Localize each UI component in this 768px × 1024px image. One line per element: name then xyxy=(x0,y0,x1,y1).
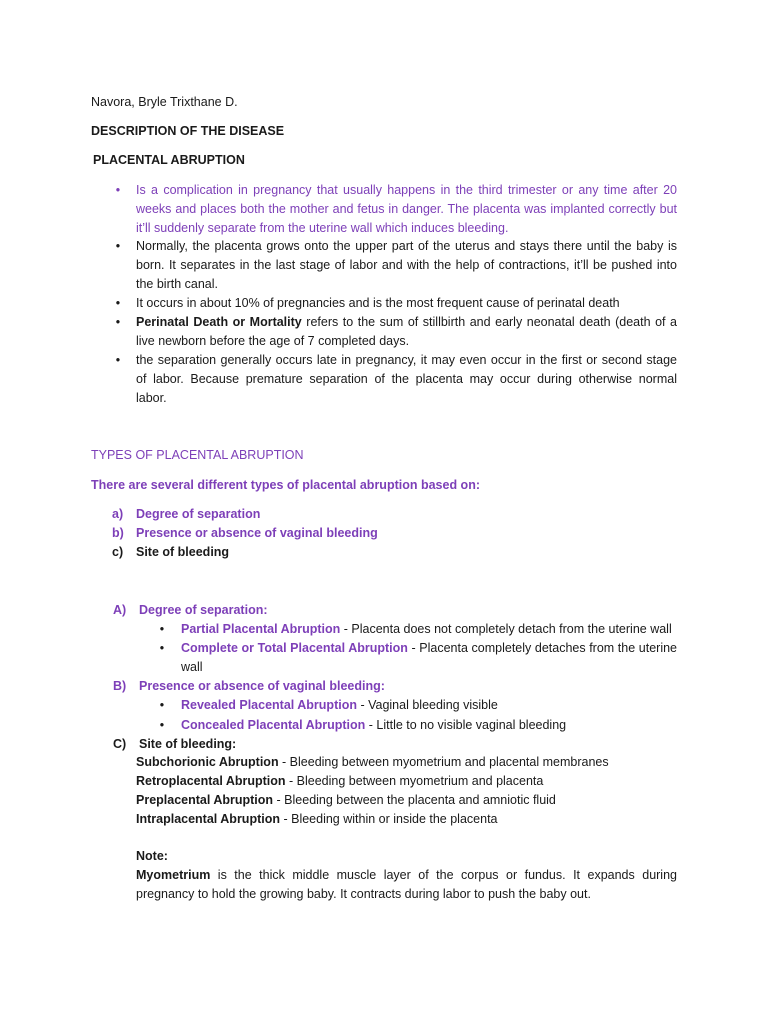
types-heading: TYPES OF PLACENTAL ABRUPTION xyxy=(91,448,304,462)
bullet-icon: • xyxy=(159,622,165,636)
text-line: weeks and places both the mother and fetus in danger. The placenta was implanted correctly but xyxy=(136,202,677,216)
description-item xyxy=(136,237,677,294)
text-line: labor. xyxy=(136,391,167,405)
term-desc: - Bleeding within or inside the placenta xyxy=(280,812,498,826)
bullet-icon: • xyxy=(159,698,165,712)
criteria-item: Degree of separation xyxy=(136,507,261,521)
term: Retroplacental Abruption xyxy=(136,774,286,788)
author-name: Navora, Bryle Trixthane D. xyxy=(91,95,238,109)
bullet-icon: • xyxy=(159,718,165,732)
text-line: Is a complication in pregnancy that usually happens in the third trimester or any time after 20 xyxy=(136,183,677,197)
group-label: Degree of separation: xyxy=(139,603,268,617)
bullet-icon: • xyxy=(115,183,121,197)
list-item xyxy=(136,791,556,810)
text-line: born. It separates in the last stage of labor and with the help of contractions, it’ll be pushed into xyxy=(136,258,677,272)
description-item xyxy=(136,294,677,313)
term: Partial Placental Abruption xyxy=(181,622,341,636)
text-line xyxy=(181,620,677,639)
section-title: DESCRIPTION OF THE DISEASE xyxy=(91,124,285,138)
criteria-item: Site of bleeding xyxy=(136,545,230,559)
bullet-icon: • xyxy=(115,353,121,367)
list-item xyxy=(181,639,677,677)
list-marker: a) xyxy=(112,507,124,521)
list-item xyxy=(181,620,677,639)
note-text xyxy=(136,866,677,904)
group-label: Site of bleeding: xyxy=(139,737,237,751)
list-item xyxy=(181,716,677,735)
group-marker: B) xyxy=(113,679,127,693)
list-marker: b) xyxy=(112,526,124,540)
term: Revealed Placental Abruption xyxy=(181,698,357,712)
description-item xyxy=(136,181,677,238)
term: Perinatal Death or Mortality xyxy=(136,315,302,329)
text-line xyxy=(136,866,677,885)
bullet-icon: • xyxy=(115,239,121,253)
text-line xyxy=(181,696,677,715)
term-desc: - Placenta completely detaches from the uterine xyxy=(407,641,678,655)
bullet-icon: • xyxy=(115,315,121,329)
group-label: Presence or absence of vaginal bleeding: xyxy=(139,679,385,693)
term: Subchorionic Abruption xyxy=(136,755,279,769)
list-marker: c) xyxy=(112,545,124,559)
text-line: of labor. Because premature separation of the placenta may occur during otherwise normal xyxy=(136,372,677,386)
disease-title: PLACENTAL ABRUPTION xyxy=(93,153,245,167)
text-line xyxy=(136,313,677,332)
text-line xyxy=(181,716,677,735)
term-desc: - Vaginal bleeding visible xyxy=(356,698,498,712)
note-label: Note: xyxy=(136,849,168,863)
list-item xyxy=(136,772,543,791)
text-line: live newborn before the age of 7 completed days. xyxy=(136,334,410,348)
list-item xyxy=(181,696,677,715)
term: Complete or Total Placental Abruption xyxy=(181,641,408,655)
text-line: It occurs in about 10% of pregnancies and is the most frequent cause of perinatal death xyxy=(136,296,620,310)
term-desc: - Bleeding between myometrium and placental membranes xyxy=(278,755,609,769)
text-line xyxy=(181,639,677,658)
types-intro: There are several different types of placental abruption based on: xyxy=(91,478,480,492)
description-item xyxy=(136,313,677,351)
term-desc: is the thick middle muscle layer of the corpus or fundus. It expands during xyxy=(210,868,677,882)
group-marker: C) xyxy=(113,737,127,751)
term-desc: - Bleeding between myometrium and placenta xyxy=(285,774,544,788)
bullet-icon: • xyxy=(115,296,121,310)
term-desc: - Little to no visible vaginal bleeding xyxy=(365,718,567,732)
term-desc: - Placenta does not completely detach from the uterine wall xyxy=(340,622,672,636)
text-line: it’ll suddenly separate from the uterine wall which induces bleeding. xyxy=(136,221,509,235)
group-marker: A) xyxy=(113,603,127,617)
text-line: Normally, the placenta grows onto the upper part of the uterus and stays there until the baby is xyxy=(136,239,677,253)
text-line: the separation generally occurs late in pregnancy, it may even occur in the first or second stage xyxy=(136,353,677,367)
bullet-icon: • xyxy=(159,641,165,655)
list-item xyxy=(136,810,498,829)
criteria-item: Presence or absence of vaginal bleeding xyxy=(136,526,378,540)
text-line: the birth canal. xyxy=(136,277,218,291)
term: Preplacental Abruption xyxy=(136,793,274,807)
list-item xyxy=(136,753,609,772)
description-item xyxy=(136,351,677,408)
term: Intraplacental Abruption xyxy=(136,812,280,826)
term: Myometrium xyxy=(136,868,211,882)
text-line: pregnancy to hold the growing baby. It contracts during labor to push the baby out. xyxy=(136,887,591,901)
term-desc: - Bleeding between the placenta and amniotic fluid xyxy=(273,793,556,807)
text-line: wall xyxy=(181,660,203,674)
term-desc: refers to the sum of stillbirth and early neonatal death (death of a xyxy=(301,315,677,329)
term: Concealed Placental Abruption xyxy=(181,718,366,732)
